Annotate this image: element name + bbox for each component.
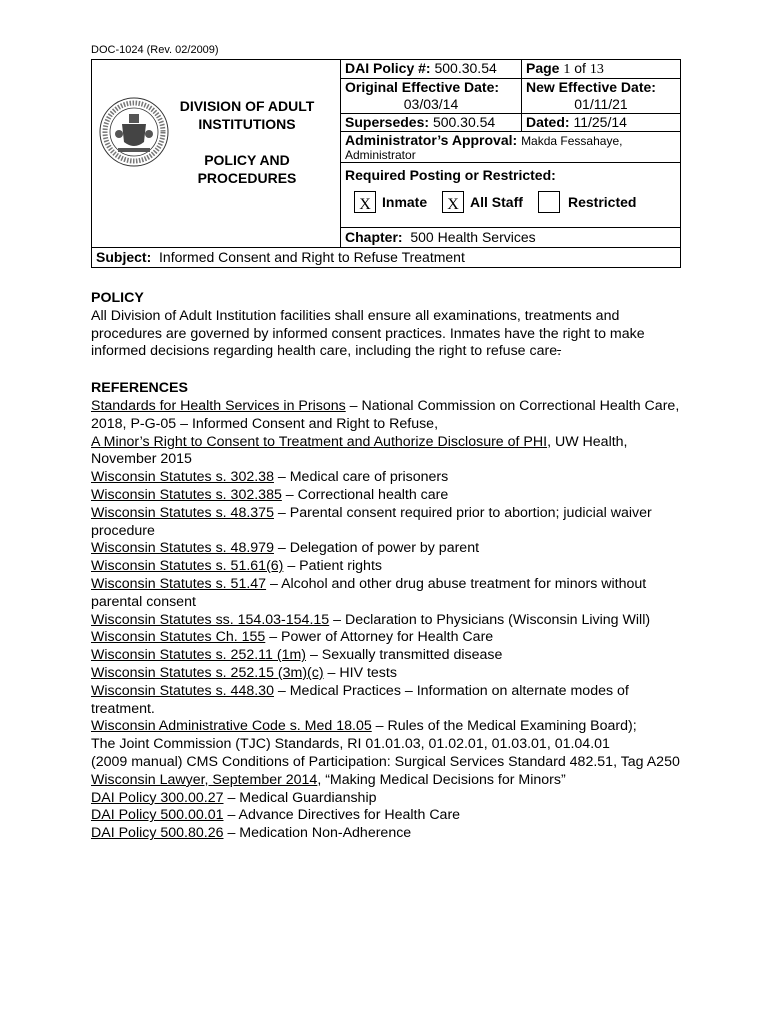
struck-period: . xyxy=(557,343,562,360)
reference-description: – National Commission on Correctional Health Care, 2018, P-G-05 – Informed Consent and Right to Refuse, xyxy=(91,397,680,432)
division-name: DIVISION OF ADULT INSTITUTIONS xyxy=(179,98,315,132)
reference-item xyxy=(91,398,686,434)
chapter-value: 500 Health Services xyxy=(410,229,536,245)
reference-link[interactable]: A Minor’s Right to Consent to Treatment and Authorize Disclosure of PHI xyxy=(91,433,548,450)
reference-item xyxy=(91,469,686,487)
reference-link[interactable]: Wisconsin Statutes s. 252.11 (1m) xyxy=(91,647,307,664)
reference-description: – Delegation of power by parent xyxy=(273,540,480,557)
approval-cell xyxy=(341,132,681,163)
reference-link[interactable]: DAI Policy 500.80.26 xyxy=(91,825,224,842)
approver-name: Makda Fessahaye, xyxy=(521,134,623,148)
reference-item xyxy=(91,540,686,558)
reference-description: The Joint Commission (TJC) Standards, RI 01.01.03, 01.02.01, 01.03.01, 01.04.01 xyxy=(91,736,610,753)
policy-heading: POLICY xyxy=(91,290,144,306)
reference-link[interactable]: Standards for Health Services in Prisons xyxy=(91,397,346,414)
dated-cell xyxy=(522,114,681,132)
policy-text xyxy=(91,308,686,361)
page-label: Page xyxy=(526,60,560,76)
subject-label: Subject: xyxy=(96,249,152,265)
dated-value: 11/25/14 xyxy=(573,114,627,130)
all-staff-label: All Staff xyxy=(470,194,523,210)
posting-cell xyxy=(341,163,681,228)
reference-link[interactable]: Wisconsin Statutes s. 252.15 (3m)(c) xyxy=(91,664,324,681)
division-cell xyxy=(92,60,341,248)
page-current: 1 xyxy=(563,62,571,77)
references-list xyxy=(91,398,686,843)
posting-label: Required Posting or Restricted: xyxy=(345,167,556,183)
reference-description: – Sexually transmitted disease xyxy=(306,647,503,664)
references-heading: REFERENCES xyxy=(91,380,188,397)
supersedes-cell xyxy=(341,114,522,132)
reference-item xyxy=(91,647,686,665)
reference-description: – Correctional health care xyxy=(281,486,449,503)
policy-statement: All Division of Adult Institution facilities shall ensure all examinations, treatments and procedures are governed by informed consent practices. Inmates have the right to make informed decisions regarding health care, including the right to refuse care xyxy=(91,307,645,360)
reference-link[interactable]: Wisconsin Statutes ss. 154.03-154.15 xyxy=(91,611,330,628)
page-of: of xyxy=(574,60,586,76)
new-date-cell xyxy=(522,79,681,114)
reference-item xyxy=(91,754,686,772)
approver-title: Administrator xyxy=(345,148,416,162)
dated-label: Dated: xyxy=(526,114,570,130)
policy-number: 500.30.54 xyxy=(434,60,497,76)
policy-header-table xyxy=(91,59,681,268)
restricted-label: Restricted xyxy=(568,194,637,210)
reference-description: – Parental consent required prior to abortion; judicial waiver procedure xyxy=(91,504,652,539)
restricted-checkbox[interactable] xyxy=(538,191,560,213)
reference-link[interactable]: Wisconsin Statutes s. 48.375 xyxy=(91,504,274,521)
reference-item xyxy=(91,487,686,505)
reference-link[interactable]: Wisconsin Statutes s. 48.979 xyxy=(91,540,274,557)
original-date-cell xyxy=(341,79,522,114)
reference-description: – Power of Attorney for Health Care xyxy=(265,629,494,646)
approval-label: Administrator’s Approval: xyxy=(345,132,518,148)
reference-link[interactable]: Wisconsin Statutes s. 448.30 xyxy=(91,682,274,699)
reference-link[interactable]: Wisconsin Lawyer, September 2014 xyxy=(91,771,318,788)
reference-item xyxy=(91,576,686,612)
policy-number-cell xyxy=(341,60,522,79)
policy-number-label: DAI Policy #: xyxy=(345,60,431,76)
reference-item xyxy=(91,558,686,576)
reference-description: – Medical Guardianship xyxy=(223,789,377,806)
reference-item xyxy=(91,718,686,736)
document-type: POLICY AND PROCEDURES xyxy=(197,152,297,186)
reference-description: – Advance Directives for Health Care xyxy=(223,807,461,824)
reference-description: – Patient rights xyxy=(283,558,382,575)
subject-cell xyxy=(92,248,681,268)
reference-item xyxy=(91,505,686,541)
posting-checkboxes xyxy=(345,191,676,221)
reference-description: – Medical Practices – Information on alternate modes of treatment. xyxy=(91,682,629,717)
reference-item xyxy=(91,683,686,719)
reference-description: – HIV tests xyxy=(323,664,397,681)
reference-description: – Medication Non-Adherence xyxy=(223,825,412,842)
reference-description: – Medical care of prisoners xyxy=(273,469,449,486)
reference-item xyxy=(91,665,686,683)
reference-description: , UW Health, November 2015 xyxy=(91,433,628,468)
all-staff-checkbox[interactable]: X xyxy=(442,191,464,213)
page-total: 13 xyxy=(589,62,604,77)
reference-link[interactable]: DAI Policy 300.00.27 xyxy=(91,789,224,806)
reference-description: , “Making Medical Decisions for Minors” xyxy=(317,771,566,788)
reference-item xyxy=(91,825,686,843)
state-seal-icon xyxy=(98,96,170,168)
reference-link[interactable]: Wisconsin Administrative Code s. Med 18.05 xyxy=(91,718,372,735)
reference-item xyxy=(91,807,686,825)
reference-item xyxy=(91,736,686,754)
reference-link[interactable]: Wisconsin Statutes Ch. 155 xyxy=(91,629,266,646)
reference-link[interactable]: Wisconsin Statutes s. 302.38 xyxy=(91,469,274,486)
inmate-label: Inmate xyxy=(382,194,428,210)
reference-link[interactable]: Wisconsin Statutes s. 51.47 xyxy=(91,575,267,592)
reference-description: – Alcohol and other drug abuse treatment for minors without parental consent xyxy=(91,575,647,610)
original-date: 03/03/14 xyxy=(403,96,459,112)
reference-description: – Declaration to Physicians (Wisconsin Living Will) xyxy=(329,611,651,628)
inmate-checkbox[interactable]: X xyxy=(354,191,376,213)
page-cell xyxy=(522,60,681,79)
reference-item xyxy=(91,612,686,630)
reference-item xyxy=(91,434,686,470)
form-id: DOC-1024 (Rev. 02/2009) xyxy=(91,44,219,56)
chapter-cell xyxy=(341,228,681,248)
supersedes-label: Supersedes: xyxy=(345,114,430,130)
supersedes-value: 500.30.54 xyxy=(432,114,496,130)
policy-body xyxy=(91,290,686,843)
reference-description: (2009 manual) CMS Conditions of Participation: Surgical Services Standard 482.51, Tag A250 xyxy=(91,753,680,770)
reference-item xyxy=(91,629,686,647)
subject-value: Informed Consent and Right to Refuse Treatment xyxy=(159,249,465,265)
reference-link[interactable]: Wisconsin Statutes s. 51.61(6) xyxy=(91,558,284,575)
reference-description: – Rules of the Medical Examining Board); xyxy=(371,718,637,735)
original-date-label: Original Effective Date: xyxy=(345,79,500,95)
reference-link[interactable]: Wisconsin Statutes s. 302.385 xyxy=(91,486,282,503)
new-date: 01/11/21 xyxy=(574,96,628,112)
chapter-label: Chapter: xyxy=(345,229,403,245)
reference-item xyxy=(91,772,686,790)
reference-item xyxy=(91,790,686,808)
reference-link[interactable]: DAI Policy 500.00.01 xyxy=(91,807,224,824)
new-date-label: New Effective Date: xyxy=(526,79,656,95)
